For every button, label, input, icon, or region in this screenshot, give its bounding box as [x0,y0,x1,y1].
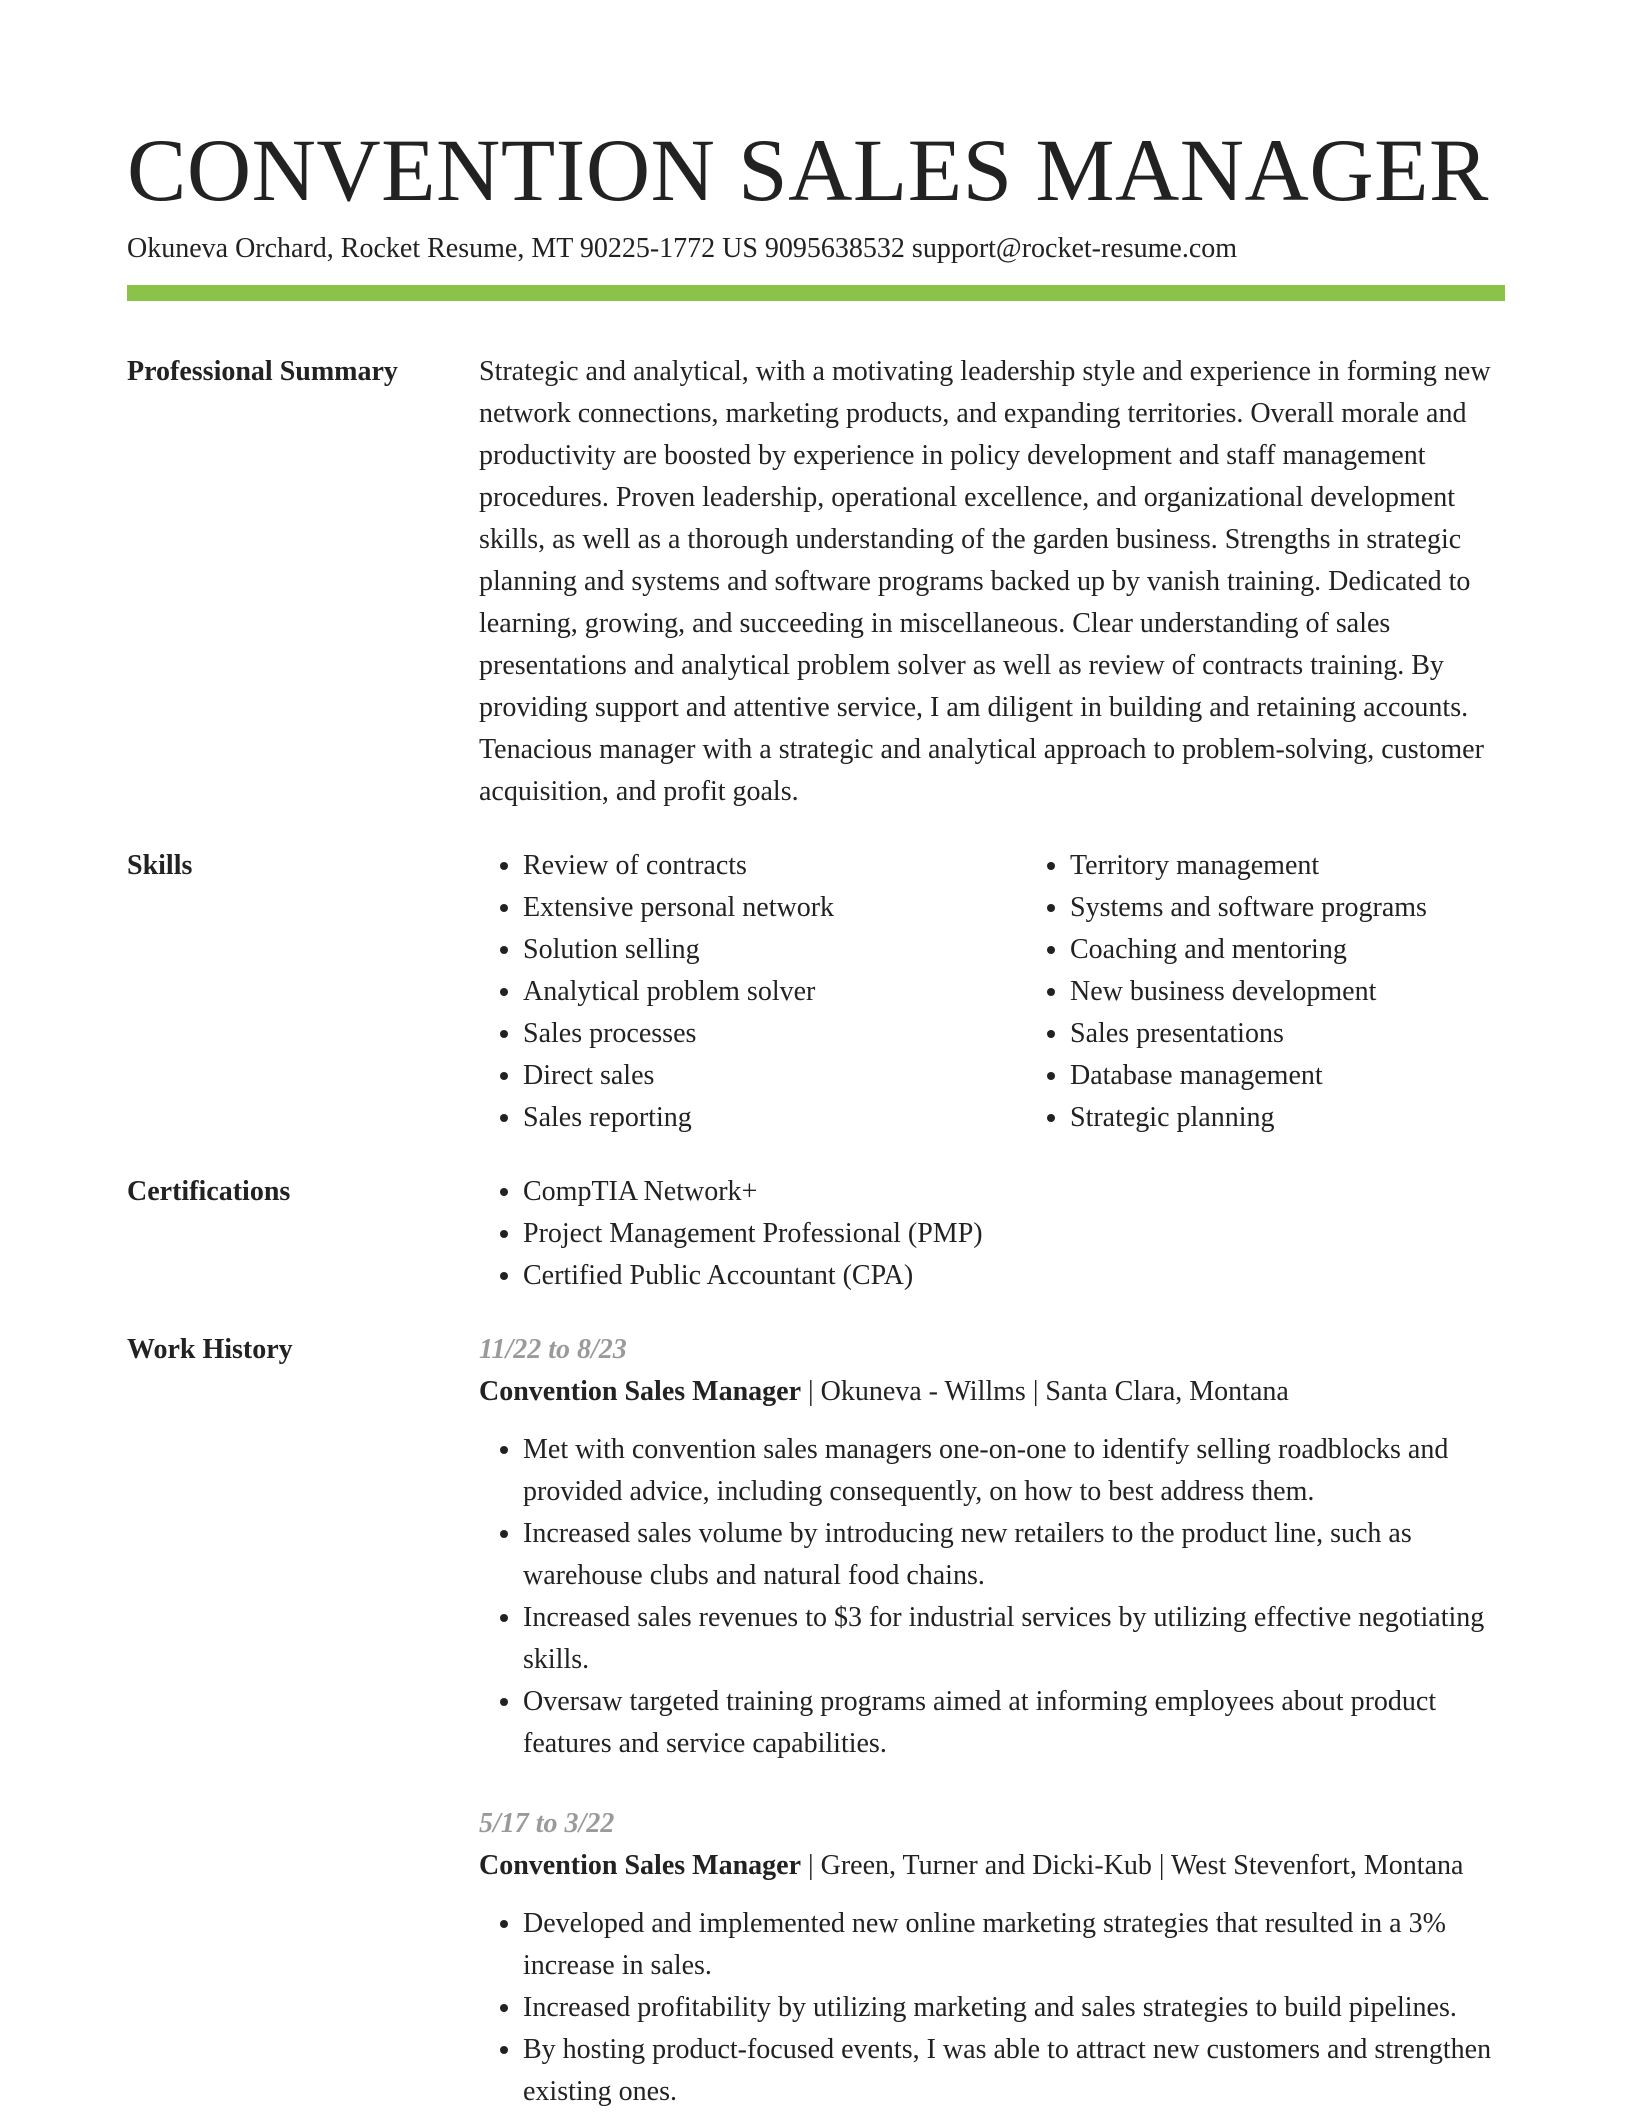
certification-item: • CompTIA Network+ [523,1171,1505,1213]
skill-item: • Analytical problem solver [523,971,1026,1013]
certifications-label: Certifications [127,1176,291,1207]
job-title: Convention Sales Manager [479,1376,801,1407]
skill-item: • Coaching and mentoring [1070,929,1573,971]
job-heading [479,1371,1505,1413]
skill-item: • Systems and software programs [1070,887,1573,929]
job-details: | Okuneva - Willms | Santa Clara, Montana [801,1376,1289,1407]
job-dates: 11/22 to 8/23 [479,1334,627,1365]
skills-section [127,845,1505,1139]
job-bullet: • Developed and implemented new online marketing strategies that resulted in a 3% increase in sales. [523,1903,1505,1987]
skill-item: • Territory management [1070,845,1573,887]
skill-item: • Sales processes [523,1013,1026,1055]
job-entry [479,1803,1505,2113]
job-bullet: • Increased sales volume by introducing new retailers to the product line, such as warehouse clubs and natural food chains. [523,1513,1505,1597]
job-bullets [479,1429,1505,1765]
work-history-body [479,1329,1505,2113]
resume-name: CONVENTION SALES MANAGER [127,122,1489,220]
skill-item: • Strategic planning [1070,1097,1573,1139]
skills-list-left [479,845,1026,1139]
certifications-list [479,1171,1505,1297]
job-bullet: • By hosting product-focused events, I was able to attract new customers and strengthen existing ones. [523,2029,1505,2113]
summary-label: Professional Summary [127,356,398,387]
job-details: | Green, Turner and Dicki-Kub | West Stevenfort, Montana [801,1850,1464,1881]
job-heading [479,1845,1505,1887]
work-history-label: Work History [127,1334,293,1365]
skills-body [479,845,1573,1139]
summary-body [479,351,1505,813]
contact-line: Okuneva Orchard, Rocket Resume, MT 90225-1772 US 9095638532 support@rocket-resume.com [127,233,1238,264]
job-bullet: • Increased profitability by utilizing marketing and sales strategies to build pipelines. [523,1987,1505,2029]
skills-list-right [1026,845,1573,1139]
job-dates: 5/17 to 3/22 [479,1808,615,1839]
summary-section [127,351,1505,813]
job-bullets [479,1903,1505,2113]
job-entry [479,1329,1505,1765]
skill-item: • Review of contracts [523,845,1026,887]
summary-text: Strategic and analytical, with a motivating leadership style and experience in forming new network connections, marketing products, and expanding territories. Overall morale and productivity are boosted by experience in policy development and staff management procedures. Proven leadership, operational excellence, and organizational development skills, as well as a thorough understanding of the garden business. Strengths in strategic planning and systems and software programs backed up by vanish training. Dedicated to learning, growing, and succeeding in miscellaneous. Clear understanding of sales presentations and analytical problem solver as well as review of contracts training. By providing support and attentive service, I am diligent in building and retaining accounts. Tenacious manager with a strategic and analytical approach to problem-solving, customer acquisition, and profit goals. [479,356,1491,807]
job-bullet: • Oversaw targeted training programs aimed at informing employees about product features and service capabilities. [523,1681,1505,1765]
skill-item: • Extensive personal network [523,887,1026,929]
certification-item: • Certified Public Accountant (CPA) [523,1255,1505,1297]
job-bullet: • Increased sales revenues to $3 for industrial services by utilizing effective negotiating skills. [523,1597,1505,1681]
certification-item: • Project Management Professional (PMP) [523,1213,1505,1255]
certifications-body [479,1171,1505,1297]
skills-columns [479,845,1573,1139]
skill-item: • Solution selling [523,929,1026,971]
job-title: Convention Sales Manager [479,1850,801,1881]
skill-item: • Sales presentations [1070,1013,1573,1055]
skills-label: Skills [127,850,193,881]
job-bullet: • Met with convention sales managers one-on-one to identify selling roadblocks and provided advice, including consequently, on how to best address them. [523,1429,1505,1513]
skill-item: • New business development [1070,971,1573,1013]
work-history-section [127,1329,1505,2113]
skill-item: • Direct sales [523,1055,1026,1097]
skill-item: • Database management [1070,1055,1573,1097]
header-divider [127,285,1505,301]
skill-item: • Sales reporting [523,1097,1026,1139]
certifications-section [127,1171,1505,1297]
